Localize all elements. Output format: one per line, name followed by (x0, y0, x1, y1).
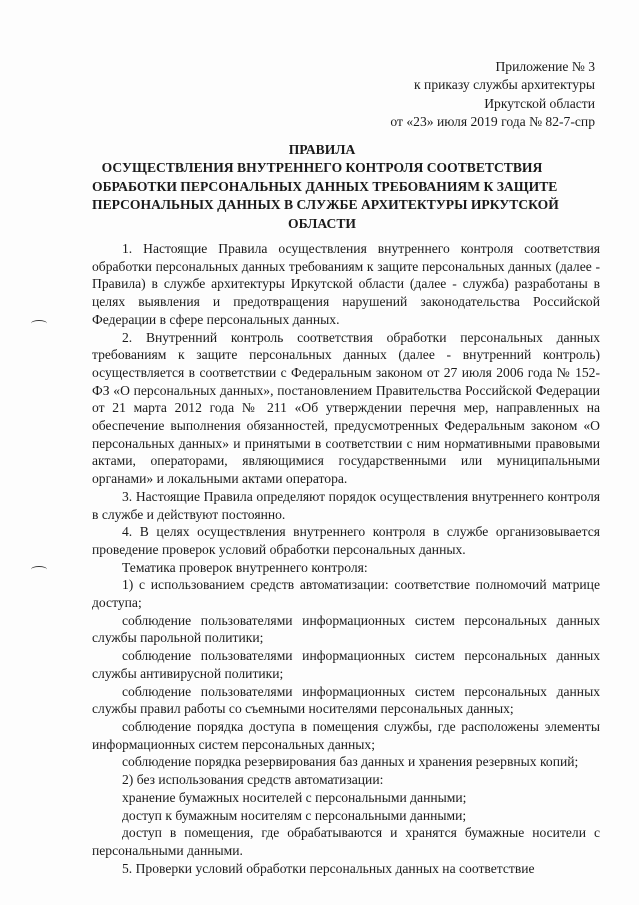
paragraph: 2. Внутренний контроль соответствия обработки персональных данных требованиям к защите персональных данных (далее - внутренний контроль) осуществляется в соответствии с Федеральным законом от 27 июля 2006 года № 152-ФЗ «О персональных данных», постановлением Правительства Российской Федерации от 21 марта 2012 года № 211 «Об утверждении перечня мер, направленных на обеспечение выполнения обязанностей, предусмотренных Федеральным законом «О персональных данных» и принятыми в соответствии с ним нормативными правовыми актами, операторами, являющимися государственными или муниципальными органами» и локальными актами оператора. (92, 329, 600, 487)
title-line: ОБРАБОТКИ ПЕРСОНАЛЬНЫХ ДАННЫХ ТРЕБОВАНИЯМ К ЗАЩИТЕ (92, 178, 558, 194)
appendix-line: от «23» июля 2019 года № 82-7-спр (390, 113, 595, 129)
margin-pen-mark (31, 566, 47, 573)
paragraph: соблюдение пользователями информационных систем персональных данных службы антивирусной политики; (92, 648, 600, 681)
appendix-line: Приложение № 3 (495, 59, 595, 74)
paragraph: доступ в помещения, где обрабатываются и хранятся бумажные носители с персональными данными. (92, 825, 600, 858)
margin-pen-mark (31, 320, 47, 327)
paragraph: Тематика проверок внутреннего контроля: (122, 559, 368, 575)
title-line: ПЕРСОНАЛЬНЫХ ДАННЫХ В СЛУЖБЕ АРХИТЕКТУРЫ ИРКУТСКОЙ (92, 197, 559, 213)
paragraph: соблюдение порядка резервирования баз данных и хранения резервных копий; (122, 754, 579, 770)
paragraph: соблюдение пользователями информационных систем персональных данных службы парольной политики; (92, 612, 600, 646)
document-title (92, 141, 559, 233)
paragraph: доступ к бумажным носителям с персональными данными; (122, 807, 467, 823)
appendix-header (390, 58, 595, 131)
title-heading: ПРАВИЛА (288, 142, 356, 157)
title-line: ОСУЩЕСТВЛЕНИЯ ВНУТРЕННЕГО КОНТРОЛЯ СООТВЕТСТВИЯ (101, 160, 543, 176)
appendix-line: к приказу службы архитектуры (414, 77, 595, 93)
title-line: ОБЛАСТИ (288, 215, 356, 231)
paragraph: 1. Настоящие Правила осуществления внутреннего контроля соответствия обработки персональных данных требованиям к защите персональных данных (далее - Правила) в службе архитектуры Иркутской области (далее - служба) разработаны в целях выявления и предотвращения нарушений законодательства Российской Федерации в сфере персональных данных. (92, 241, 600, 327)
paragraph: соблюдение пользователями информационных систем персональных данных службы правил работы со съемными носителями персональных данных; (92, 683, 600, 717)
paragraph: хранение бумажных носителей с персональными данными; (122, 789, 467, 805)
paragraph: 1) с использованием средств автоматизации: соответствие полномочий матрице доступа; (92, 577, 600, 611)
paragraph: 3. Настоящие Правила определяют порядок осуществления внутреннего контроля в службе и действуют постоянно. (92, 488, 600, 522)
paragraph: соблюдение порядка доступа в помещения службы, где расположены элементы информационных систем персональных данных; (92, 718, 600, 752)
paragraph: 5. Проверки условий обработки персональных данных на соответствие (122, 860, 535, 876)
appendix-line: Иркутской области (484, 95, 595, 111)
paragraph: 2) без использования средств автоматизации: (122, 772, 384, 788)
document-body (92, 240, 600, 877)
paragraph: 4. В целях осуществления внутреннего контроля в службе организовывается проведение проверок условий обработки персональных данных. (92, 524, 600, 557)
